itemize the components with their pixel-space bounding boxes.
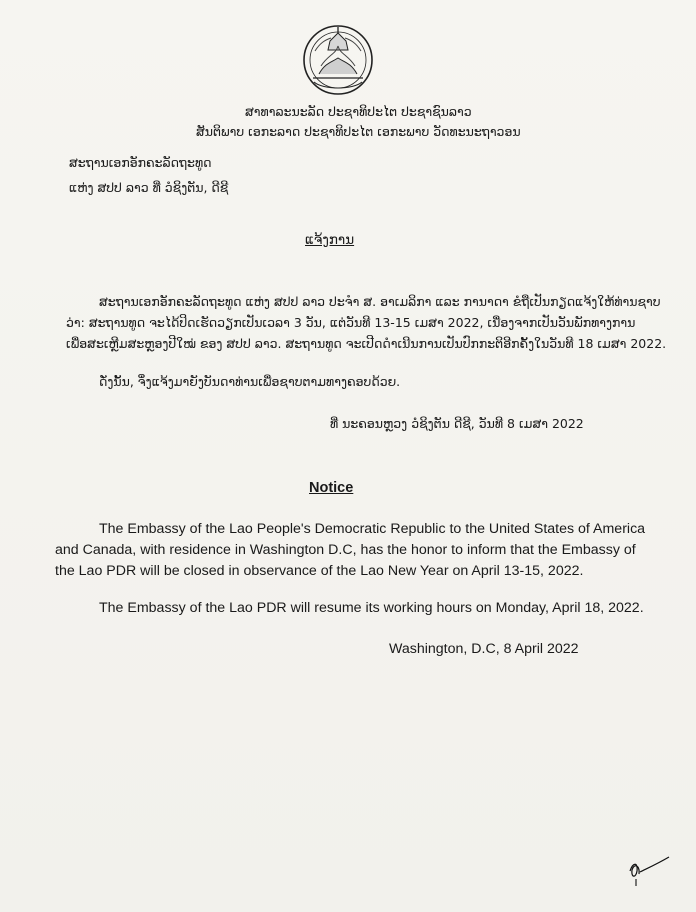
english-paragraph-line-4: The Embassy of the Lao PDR will resume its working hours on Monday, April 18, 2022. [99,600,644,616]
lao-paragraph-line-1: ສະຖານເອກອັກຄະລັດຖະທູດ ແຫ່ງ ສປປ ລາວ ປະຈຳ ສ. ອາເມລິກາ ແລະ ການາດາ ຂໍຖືເປັນກຽດແຈ້ງໃຫ້ທ່ານຊາບ [99,294,661,309]
english-notice-title: Notice [309,480,354,496]
lao-national-emblem [297,20,379,98]
sender-line-1: ສະຖານເອກອັກຄະລັດຖະທູດ [69,155,212,170]
lao-paragraph-line-3: ເພື່ອສະເຫຼີມສະຫຼອງປີໃໝ່ ຂອງ ສປປ ລາວ. ສະຖານທູດ ຈະເປີດດຳເນີນການເປັນປົກກະຕິອີກຄັ້ງໃນວັນທີ 18 ເມສາ 2022. [66,336,667,351]
lao-paragraph-line-4: ດັ່ງນັ້ນ, ຈຶ່ງແຈ້ງມາຍັງບັນດາທ່ານເພື່ອຊາບຕາມທາງຄອບດ້ວຍ. [99,374,401,389]
lao-paragraph-line-2: ວ່າ: ສະຖານທູດ ຈະໄດ້ປິດເຮັດວຽກເປັນເວລາ 3 ວັນ, ແຕ່ວັນທີ 13-15 ເມສາ 2022, ເນື່ອງຈາກເປັນວັນພັກທາງການ [66,315,636,330]
lao-notice-title: ແຈ້ງການ [305,232,355,248]
national-motto-line-2: ສັນຕິພາບ ເອກະລາດ ປະຊາທິປະໄຕ ເອກະພາບ ວັດທະນະຖາວອນ [196,124,521,139]
english-date-line: Washington, D.C, 8 April 2022 [389,641,579,657]
english-paragraph-line-3: the Lao PDR will be closed in observance of the Lao New Year on April 13-15, 2022. [55,563,584,579]
english-paragraph-line-2: and Canada, with residence in Washington D.C, has the honor to inform that the Embassy of [55,542,636,558]
national-motto-line-1: ສາທາລະນະລັດ ປະຊາທິປະໄຕ ປະຊາຊົນລາວ [245,104,472,119]
lao-date-line: ທີ່ ນະຄອນຫຼວງ ວໍຊິງຕັນ ດີຊີ, ວັນທີ 8 ເມສາ 2022 [330,416,584,431]
handwritten-signature [626,848,676,890]
sender-line-2: ແຫ່ງ ສປປ ລາວ ທີ່ ວໍຊິງຕັນ, ດີຊີ [69,180,229,195]
english-paragraph-line-1: The Embassy of the Lao People's Democratic Republic to the United States of America [99,521,646,537]
